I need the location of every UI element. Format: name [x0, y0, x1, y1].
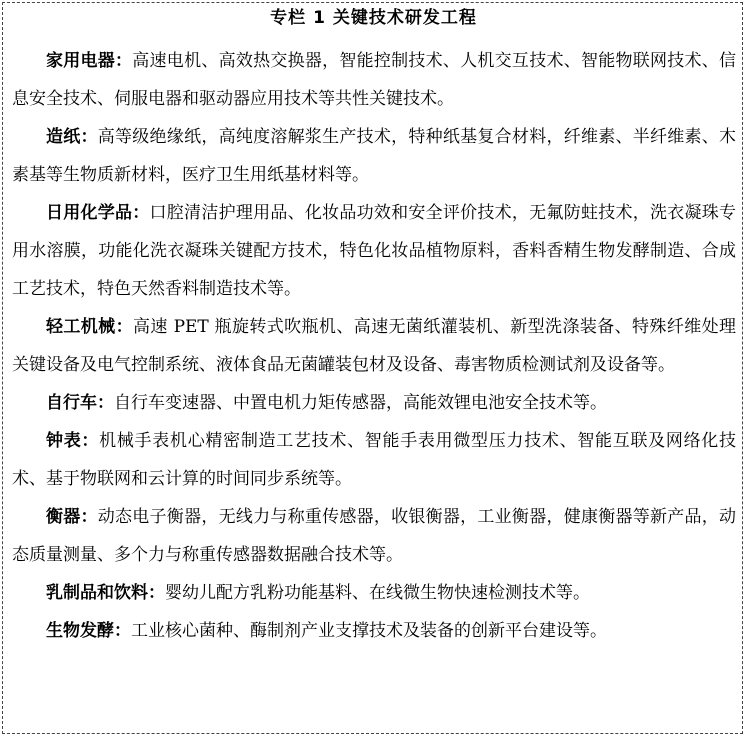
section-text: 婴幼儿配方乳粉功能基料、在线微生物快速检测技术等。	[165, 583, 590, 603]
section-text: 高速 PET 瓶旋转式吹瓶机、高速无菌纸灌装机、新型洗涤装备、特殊纤维处理关键设备及电气控制系统、液体食品无菌罐装包材及设备、毒害物质检测试剂及设备等。	[12, 317, 737, 375]
section-text: 高等级绝缘纸，高纯度溶解浆生产技术，特种纸基复合材料，纤维素、半纤维素、木素基等生物质新材料，医疗卫生用纸基材料等。	[12, 127, 737, 185]
section-dairy-beverage	[12, 574, 736, 612]
section-heading: 造纸：	[46, 127, 98, 147]
section-bicycle	[12, 384, 736, 422]
section-heading: 自行车：	[46, 393, 114, 413]
section-papermaking	[12, 118, 736, 194]
section-text: 工业核心菌种、酶制剂产业支撑技术及装备的创新平台建设等。	[131, 621, 607, 641]
section-heading: 轻工机械：	[46, 317, 133, 337]
section-light-industry-machinery	[12, 308, 736, 384]
section-weighing-instruments	[12, 498, 736, 574]
column-title: 专栏 1 关键技术研发工程	[270, 8, 477, 28]
section-text: 高速电机、高效热交换器，智能控制技术、人机交互技术、智能物联网技术、信息安全技术、伺服电器和驱动器应用技术等共性关键技术。	[12, 51, 737, 109]
section-heading: 生物发酵：	[46, 621, 131, 641]
section-heading: 钟表：	[46, 431, 100, 451]
section-heading: 家用电器：	[46, 51, 133, 71]
section-text: 自行车变速器、中置电机力矩传感器，高能效锂电池安全技术等。	[114, 393, 607, 413]
section-daily-chemicals	[12, 194, 736, 308]
section-clocks-watches	[12, 422, 736, 498]
section-bio-fermentation	[12, 612, 736, 650]
section-text: 动态电子衡器，无线力与称重传感器，收银衡器，工业衡器，健康衡器等新产品，动态质量测量、多个力与称重传感器数据融合技术等。	[12, 507, 737, 565]
section-heading: 日用化学品：	[46, 203, 150, 223]
section-text: 机械手表机心精密制造工艺技术、智能手表用微型压力技术、智能互联及网络化技术、基于物联网和云计算的时间同步系统等。	[12, 431, 737, 489]
column-content	[12, 42, 736, 650]
section-home-appliances	[12, 42, 736, 118]
section-heading: 乳制品和饮料：	[46, 583, 165, 603]
section-text: 口腔清洁护理用品、化妆品功效和安全评价技术，无氟防蛀技术，洗衣凝珠专用水溶膜，功能化洗衣凝珠关键配方技术，特色化妆品植物原料，香料香精生物发酵制造、合成工艺技术，特色天然香料制造技术等。	[12, 203, 737, 299]
section-heading: 衡器：	[46, 507, 98, 527]
